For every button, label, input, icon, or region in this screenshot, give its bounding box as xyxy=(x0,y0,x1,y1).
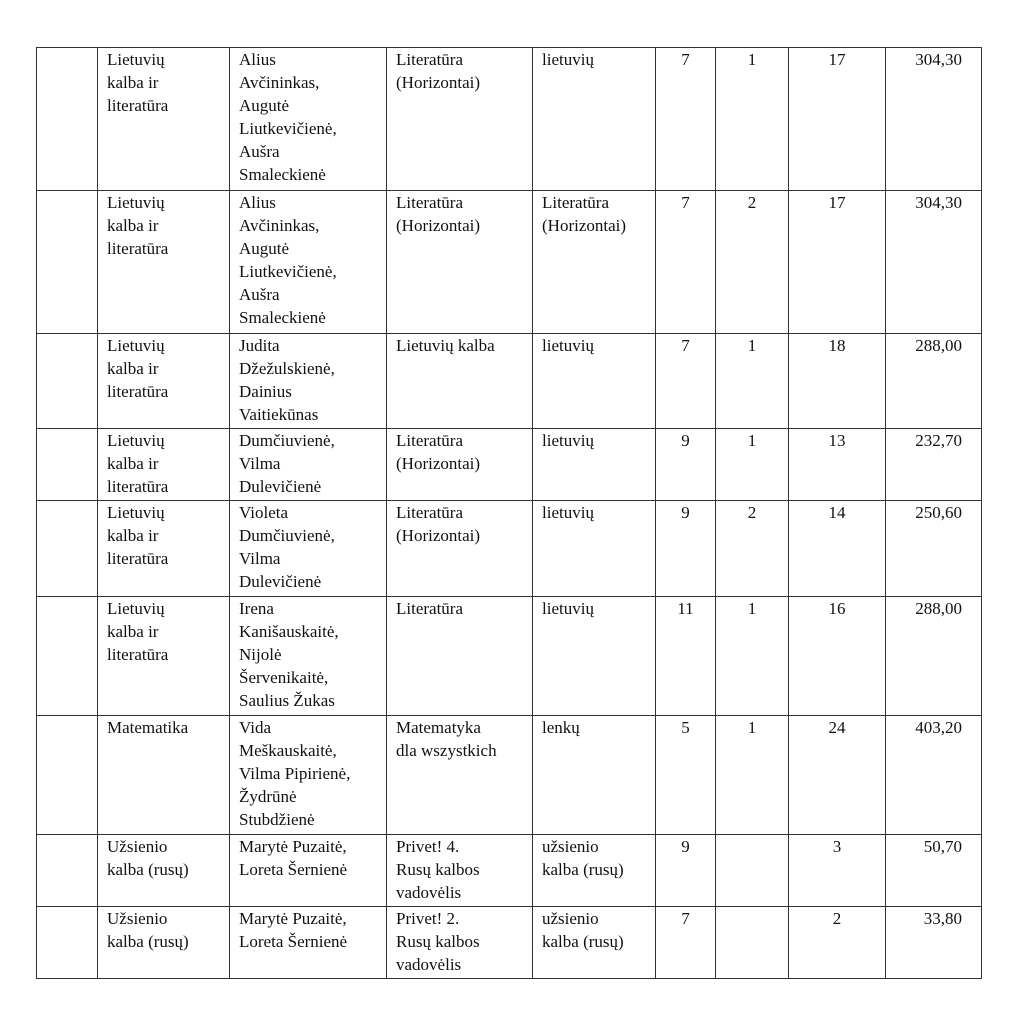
subject-cell: Lietuvių kalba ir literatūra xyxy=(98,334,230,429)
textbook-table xyxy=(36,47,982,979)
price-cell: 304,30 xyxy=(886,191,982,334)
grade-cell: 7 xyxy=(656,334,716,429)
price-cell: 250,60 xyxy=(886,501,982,597)
quantity-cell: 3 xyxy=(789,835,886,907)
language-cell: lietuvių xyxy=(533,429,656,501)
subject-cell: Lietuvių kalba ir literatūra xyxy=(98,501,230,597)
subject-cell: Lietuvių kalba ir literatūra xyxy=(98,429,230,501)
subject-cell: Lietuvių kalba ir literatūra xyxy=(98,48,230,191)
authors-cell: Violeta Dumčiuvienė, Vilma Dulevičienė xyxy=(230,501,387,597)
row-number-cell xyxy=(37,907,98,979)
title-cell: Lietuvių kalba xyxy=(387,334,533,429)
authors-cell: Marytė Puzaitė, Loreta Šernienė xyxy=(230,835,387,907)
subject-cell: Matematika xyxy=(98,716,230,835)
subject-cell: Užsienio kalba (rusų) xyxy=(98,907,230,979)
grade-cell: 9 xyxy=(656,501,716,597)
part-cell: 1 xyxy=(716,716,789,835)
quantity-cell: 17 xyxy=(789,48,886,191)
row-number-cell xyxy=(37,835,98,907)
table-row xyxy=(37,191,982,334)
table-row xyxy=(37,835,982,907)
price-cell: 288,00 xyxy=(886,597,982,716)
title-cell: Literatūra (Horizontai) xyxy=(387,429,533,501)
quantity-cell: 17 xyxy=(789,191,886,334)
authors-cell: Alius Avčininkas, Augutė Liutkevičienė, Aušra Smaleckienė xyxy=(230,191,387,334)
row-number-cell xyxy=(37,716,98,835)
row-number-cell xyxy=(37,191,98,334)
language-cell: lietuvių xyxy=(533,334,656,429)
row-number-cell xyxy=(37,334,98,429)
grade-cell: 9 xyxy=(656,429,716,501)
price-cell: 232,70 xyxy=(886,429,982,501)
subject-cell: Lietuvių kalba ir literatūra xyxy=(98,597,230,716)
quantity-cell: 24 xyxy=(789,716,886,835)
language-cell: lietuvių xyxy=(533,501,656,597)
language-cell: užsienio kalba (rusų) xyxy=(533,907,656,979)
table-row xyxy=(37,429,982,501)
part-cell: 1 xyxy=(716,48,789,191)
title-cell: Privet! 4. Rusų kalbos vadovėlis xyxy=(387,835,533,907)
grade-cell: 5 xyxy=(656,716,716,835)
language-cell: lietuvių xyxy=(533,48,656,191)
language-cell: Literatūra (Horizontai) xyxy=(533,191,656,334)
authors-cell: Dumčiuvienė, Vilma Dulevičienė xyxy=(230,429,387,501)
price-cell: 304,30 xyxy=(886,48,982,191)
part-cell: 2 xyxy=(716,191,789,334)
grade-cell: 7 xyxy=(656,907,716,979)
table-row xyxy=(37,501,982,597)
price-cell: 50,70 xyxy=(886,835,982,907)
row-number-cell xyxy=(37,501,98,597)
part-cell: 2 xyxy=(716,501,789,597)
language-cell: užsienio kalba (rusų) xyxy=(533,835,656,907)
quantity-cell: 14 xyxy=(789,501,886,597)
price-cell: 288,00 xyxy=(886,334,982,429)
title-cell: Matematyka dla wszystkich xyxy=(387,716,533,835)
authors-cell: Irena Kanišauskaitė, Nijolė Šervenikaitė, Saulius Žukas xyxy=(230,597,387,716)
part-cell: 1 xyxy=(716,334,789,429)
table-row xyxy=(37,48,982,191)
part-cell: 1 xyxy=(716,429,789,501)
quantity-cell: 18 xyxy=(789,334,886,429)
title-cell: Literatūra (Horizontai) xyxy=(387,501,533,597)
authors-cell: Marytė Puzaitė, Loreta Šernienė xyxy=(230,907,387,979)
title-cell: Privet! 2. Rusų kalbos vadovėlis xyxy=(387,907,533,979)
quantity-cell: 2 xyxy=(789,907,886,979)
grade-cell: 9 xyxy=(656,835,716,907)
title-cell: Literatūra (Horizontai) xyxy=(387,48,533,191)
quantity-cell: 13 xyxy=(789,429,886,501)
table-body xyxy=(37,48,982,979)
part-cell xyxy=(716,835,789,907)
authors-cell: Judita Džežulskienė, Dainius Vaitiekūnas xyxy=(230,334,387,429)
language-cell: lietuvių xyxy=(533,597,656,716)
title-cell: Literatūra xyxy=(387,597,533,716)
grade-cell: 7 xyxy=(656,191,716,334)
subject-cell: Lietuvių kalba ir literatūra xyxy=(98,191,230,334)
row-number-cell xyxy=(37,429,98,501)
table-row xyxy=(37,334,982,429)
row-number-cell xyxy=(37,597,98,716)
quantity-cell: 16 xyxy=(789,597,886,716)
price-cell: 403,20 xyxy=(886,716,982,835)
table-row xyxy=(37,597,982,716)
price-cell: 33,80 xyxy=(886,907,982,979)
row-number-cell xyxy=(37,48,98,191)
grade-cell: 11 xyxy=(656,597,716,716)
part-cell xyxy=(716,907,789,979)
authors-cell: Vida Meškauskaitė, Vilma Pipirienė, Žydrūnė Stubdžienė xyxy=(230,716,387,835)
grade-cell: 7 xyxy=(656,48,716,191)
table-row xyxy=(37,907,982,979)
part-cell: 1 xyxy=(716,597,789,716)
authors-cell: Alius Avčininkas, Augutė Liutkevičienė, Aušra Smaleckienė xyxy=(230,48,387,191)
title-cell: Literatūra (Horizontai) xyxy=(387,191,533,334)
language-cell: lenkų xyxy=(533,716,656,835)
subject-cell: Užsienio kalba (rusų) xyxy=(98,835,230,907)
table-row xyxy=(37,716,982,835)
